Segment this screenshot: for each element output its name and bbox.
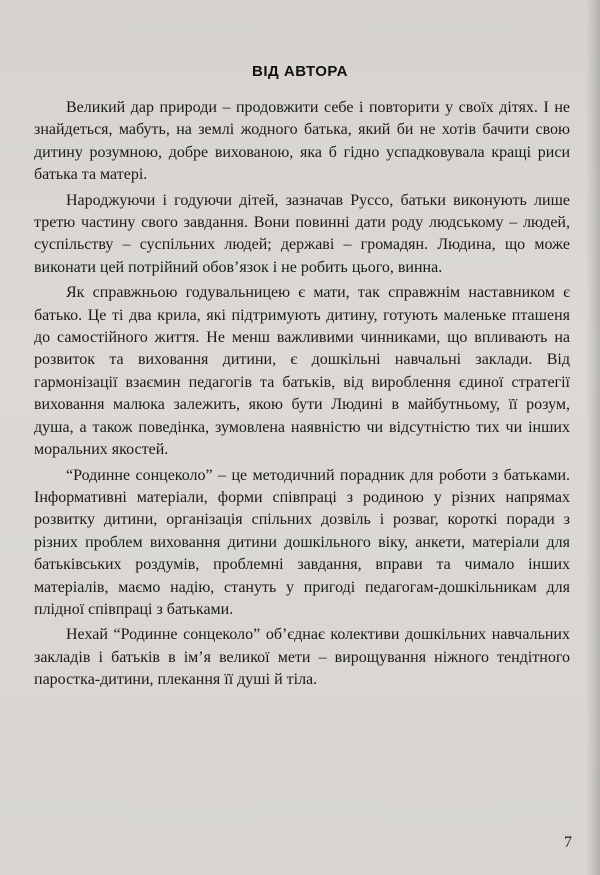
- paragraph-1: Великий дар природи – продовжити себе і повторити у своїх дітях. І не знайдеться, мабуть, на землі жодного батька, який би не хотів бачити свою дитину розумною, добре вихованою, яка б гідно успадковувала кращі риси батька та матері.: [34, 99, 570, 184]
- paragraph-4: “Родинне сонцеколо” – це методичний порадник для роботи з батьками. Інформативні матеріали, форми співпраці з родиною у різних напрямах розвитку дитини, організація спільних дозвіль і розваг, короткі поради з різних проблем виховання дитини дошкільного віку, анкети, матеріали для батьківських роздумів, проблемні завдання, вправи та чимало інших матеріалів, маємо надію, стануть у пригоді педагогам-дошкільникам для плідної співпраці з батьками.: [34, 466, 570, 618]
- paragraph-5: Нехай “Родинне сонцеколо” об’єднає колективи дошкільних навчальних закладів і батьків в ім’я великої мети – вирощування ніжного тендітного паростка-дитини, плекання її душі й тіла.: [34, 626, 570, 689]
- section-heading: ВІД АВТОРА: [252, 63, 348, 80]
- body-text: [34, 97, 570, 692]
- paragraph-2: Народжуючи і годуючи дітей, зазначав Руссо, батьки виконують лише третю частину свого завдання. Вони повинні дати роду людському – людей, суспільству – суспільних людей; державі – громадян. Людина, що може виконати цей потрійний обов’язок і не робить цього, винна.: [34, 191, 570, 276]
- paragraph-3: Як справжньою годувальницею є мати, так справжнім наставником є батько. Це ті два крила, які підтримують дитину, готують маленьке пташеня до самостійного життя. Не менш важливими чинниками, що впливають на розвиток та виховання дитини, є дошкільні навчальні заклади. Від гармонізації взаємин педагогів та батьків, від вироблення єдиної стратегії виховання малюка залежить, якою бути Людині в майбутньому, її розум, душа, а також поведінка, зумовлена наявністю чи відсутністю тих чи інших моральних якостей.: [34, 284, 570, 459]
- page-number: 7: [564, 834, 572, 851]
- page-edge-shadow: [586, 0, 600, 875]
